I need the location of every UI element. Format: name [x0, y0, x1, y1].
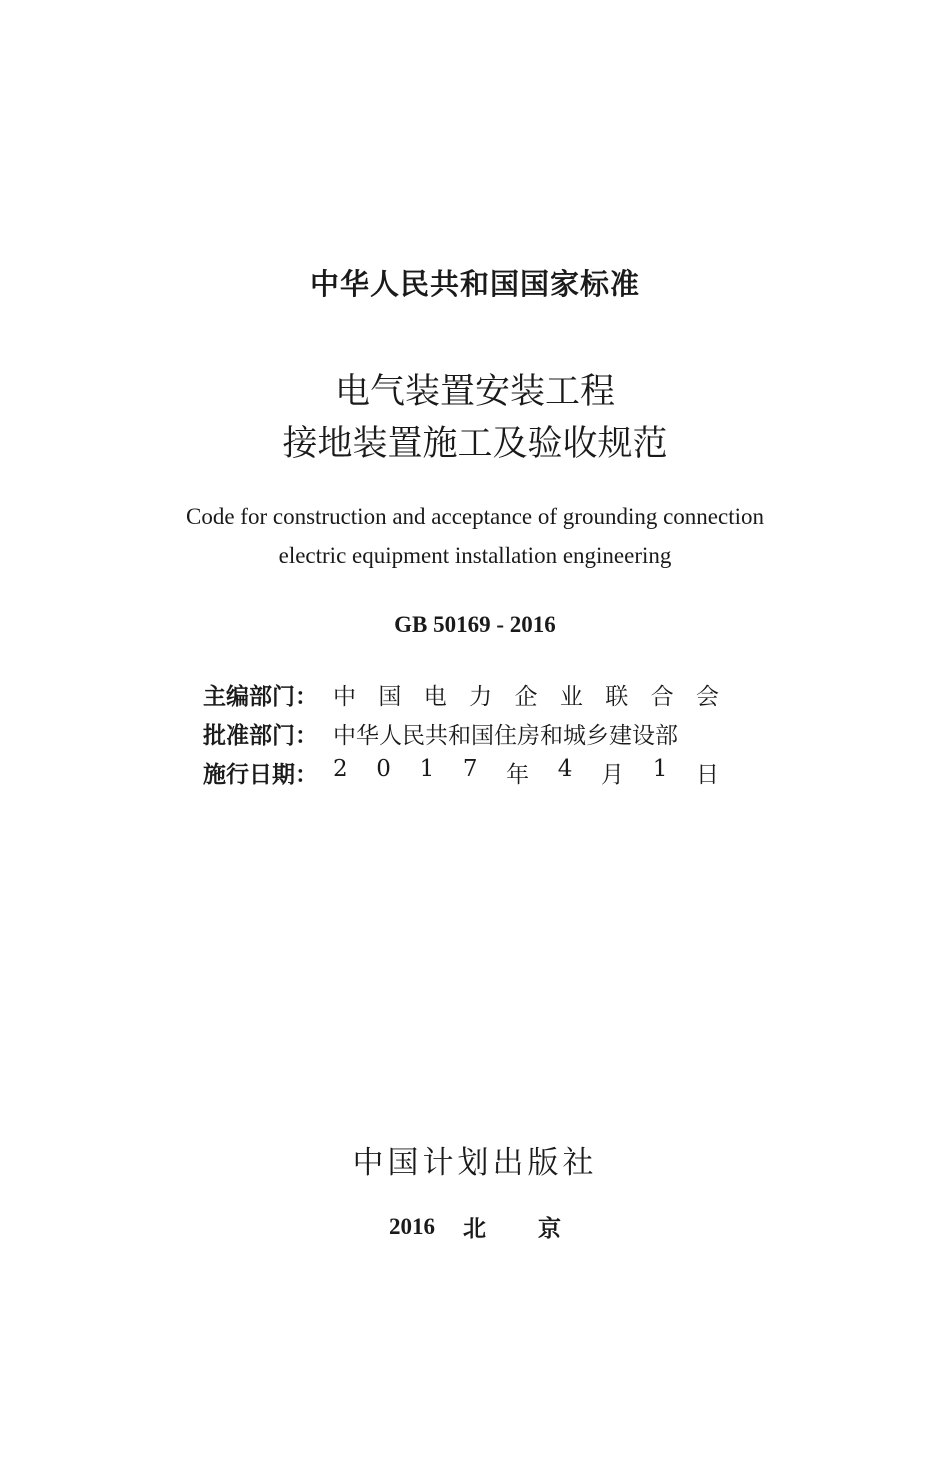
publication-line — [0, 1210, 950, 1243]
editor-label: 主编部门： — [203, 683, 318, 710]
effective-date-label: 施行日期： — [203, 761, 318, 788]
effective-date-row — [203, 754, 763, 790]
approver-label: 批准部门： — [203, 722, 318, 749]
publication-city: 北京 — [463, 1216, 613, 1242]
english-title-line-2: electric equipment installation engineering — [278, 543, 672, 568]
effective-date-char: 年 — [506, 761, 530, 788]
effective-date-char: 1 — [652, 755, 668, 782]
editor-char: 电 — [423, 683, 447, 710]
editor-char: 国 — [378, 683, 402, 710]
editor-row — [203, 676, 763, 712]
standard-code: GB 50169 - 2016 — [394, 612, 556, 637]
editor-char: 中 — [333, 683, 356, 710]
series-title: 中华人民共和国国家标准 — [309, 267, 640, 301]
editor-char: 力 — [469, 683, 493, 710]
publisher: 中国计划出版社 — [352, 1145, 598, 1181]
effective-date-char: 日 — [695, 761, 719, 788]
editor-char: 企 — [514, 683, 538, 710]
publication-year: 2016 — [389, 1213, 435, 1239]
effective-date-char: 1 — [419, 755, 435, 782]
approver-value: 中华人民共和国住房和城乡建设部 — [333, 722, 678, 749]
main-title-line-1: 电气装置安装工程 — [334, 372, 615, 412]
editor-char: 联 — [605, 683, 629, 710]
main-title-line-2: 接地装置施工及验收规范 — [282, 424, 668, 464]
effective-date-char: 7 — [462, 755, 478, 782]
editor-value — [333, 678, 719, 711]
effective-date-char: 4 — [557, 755, 573, 782]
approver-row — [203, 715, 763, 751]
effective-date-char: 0 — [376, 755, 391, 782]
editor-char: 业 — [559, 683, 583, 710]
effective-date-value — [333, 756, 719, 789]
effective-date-char: 2 — [333, 755, 348, 782]
editor-char: 会 — [696, 683, 719, 710]
english-title-line-1: Code for construction and acceptance of grounding connection — [186, 504, 764, 529]
effective-date-char: 月 — [601, 761, 625, 788]
editor-char: 合 — [650, 683, 674, 710]
